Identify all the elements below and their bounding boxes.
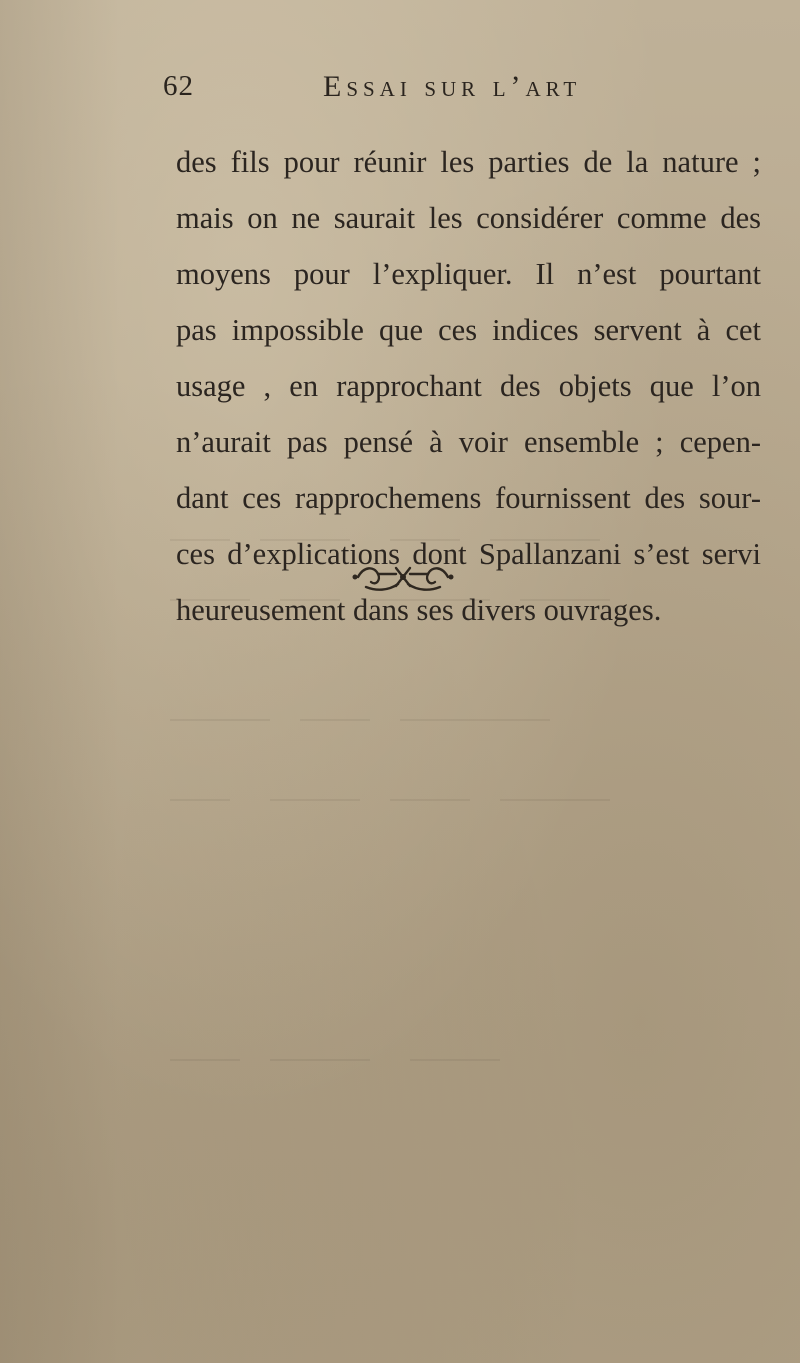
text-line-final: heureusement dans ses divers ouvrages. [176,593,662,627]
fleuron-ornament-icon [352,560,454,594]
text-line: usage , en rapprochant des objets que l’on [176,369,761,403]
text-line: n’aurait pas pensé à voir ensemble ; cepen- [176,425,761,459]
text-line: dant ces rapprochemens fournissent des sour- [176,481,761,515]
text-line: ces d’explications dont Spallanzani s’est servi [176,537,761,571]
page-number: 62 [163,70,194,102]
text-line: des fils pour réunir les parties de la nature ; [176,145,761,179]
body-paragraph [176,134,761,638]
running-head [163,70,683,110]
text-line: moyens pour l’expliquer. Il n’est pourtant [176,257,761,291]
running-head-title: Essai sur l’art [323,70,582,103]
text-line: mais on ne saurait les considérer comme des [176,201,761,235]
page-gutter-shadow [0,0,120,1363]
text-line: pas impossible que ces indices servent à cet [176,313,761,347]
